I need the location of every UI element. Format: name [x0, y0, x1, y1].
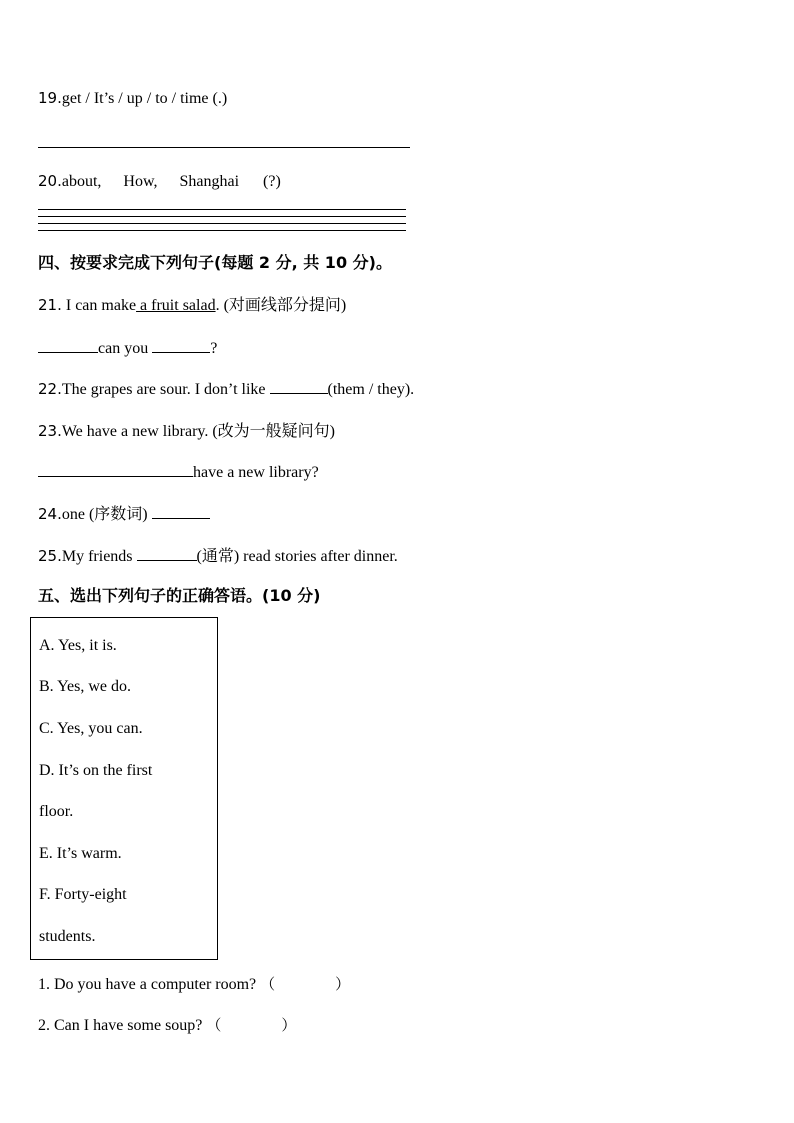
question-22 — [38, 379, 414, 400]
fill-blank[interactable] — [137, 546, 197, 561]
question-text: 1. Do you have a computer room? — [38, 976, 257, 993]
answer-paren-close: ） — [335, 975, 351, 993]
question-number: 22. — [38, 380, 62, 398]
question-24 — [38, 504, 210, 525]
question-number: 25. — [38, 547, 62, 565]
question-text: My friends — [61, 548, 133, 565]
question-19 — [38, 88, 227, 109]
question-number: 23. — [38, 422, 62, 440]
matching-question-1 — [38, 974, 350, 995]
word: Shanghai — [179, 173, 240, 190]
answer-text: have a new library? — [193, 464, 319, 481]
question-21-answer — [38, 338, 217, 359]
question-23-answer — [38, 462, 319, 483]
answer-line — [38, 147, 410, 148]
answer-line — [38, 230, 406, 231]
question-text: (通常) read stories after dinner. — [196, 548, 398, 565]
answer-punctuation: ? — [210, 340, 218, 357]
fill-blank[interactable] — [38, 462, 193, 477]
word: (?) — [263, 173, 281, 190]
answer-paren-close: ） — [281, 1016, 297, 1034]
answer-line — [38, 216, 406, 217]
option-d: D. It’s on the first — [39, 762, 153, 779]
section-4-title: 四、按要求完成下列句子(每题 2 分, 共 10 分)。 — [38, 253, 392, 272]
option-c: C. Yes, you can. — [39, 720, 143, 737]
question-text: The grapes are sour. I don’t like — [61, 381, 266, 398]
option-d-continued: floor. — [39, 803, 74, 820]
question-number: 24. — [38, 505, 62, 523]
option-b: B. Yes, we do. — [39, 678, 132, 695]
matching-question-2 — [38, 1015, 296, 1036]
question-text: 2. Can I have some soup? — [38, 1017, 203, 1034]
question-text: one (序数词) — [61, 506, 148, 523]
answer-paren-open: （ — [260, 975, 276, 993]
question-text: get / It’s / up / to / time (.) — [61, 90, 228, 107]
fill-blank[interactable] — [152, 504, 210, 519]
word: about, — [61, 173, 102, 190]
question-text: We have a new library. (改为一般疑问句) — [61, 423, 336, 440]
option-e: E. It’s warm. — [39, 845, 122, 862]
section-5-title: 五、选出下列句子的正确答语。(10 分) — [38, 586, 321, 605]
answer-paren-open: （ — [206, 1016, 222, 1034]
fill-blank[interactable] — [38, 338, 98, 353]
answer-text: can you — [98, 340, 149, 357]
fill-blank[interactable] — [152, 338, 210, 353]
question-25 — [38, 546, 398, 567]
fill-blank[interactable] — [270, 379, 328, 394]
option-a: A. Yes, it is. — [39, 637, 117, 654]
answer-options-box — [30, 617, 218, 960]
question-instruction: . (对画线部分提问) — [215, 297, 347, 314]
question-text: I can make — [65, 297, 137, 314]
question-number: 21. — [38, 296, 62, 314]
word: How, — [123, 173, 158, 190]
question-hint: (them / they). — [327, 381, 415, 398]
option-f-continued: students. — [39, 928, 96, 945]
question-number: 19. — [38, 89, 62, 107]
question-23 — [38, 421, 335, 442]
option-f: F. Forty-eight — [39, 886, 127, 903]
question-number: 20. — [38, 172, 62, 190]
question-20 — [38, 171, 281, 192]
answer-line — [38, 223, 406, 224]
answer-line — [38, 209, 406, 210]
underlined-phrase: a fruit salad — [136, 297, 216, 314]
question-21 — [38, 295, 346, 316]
